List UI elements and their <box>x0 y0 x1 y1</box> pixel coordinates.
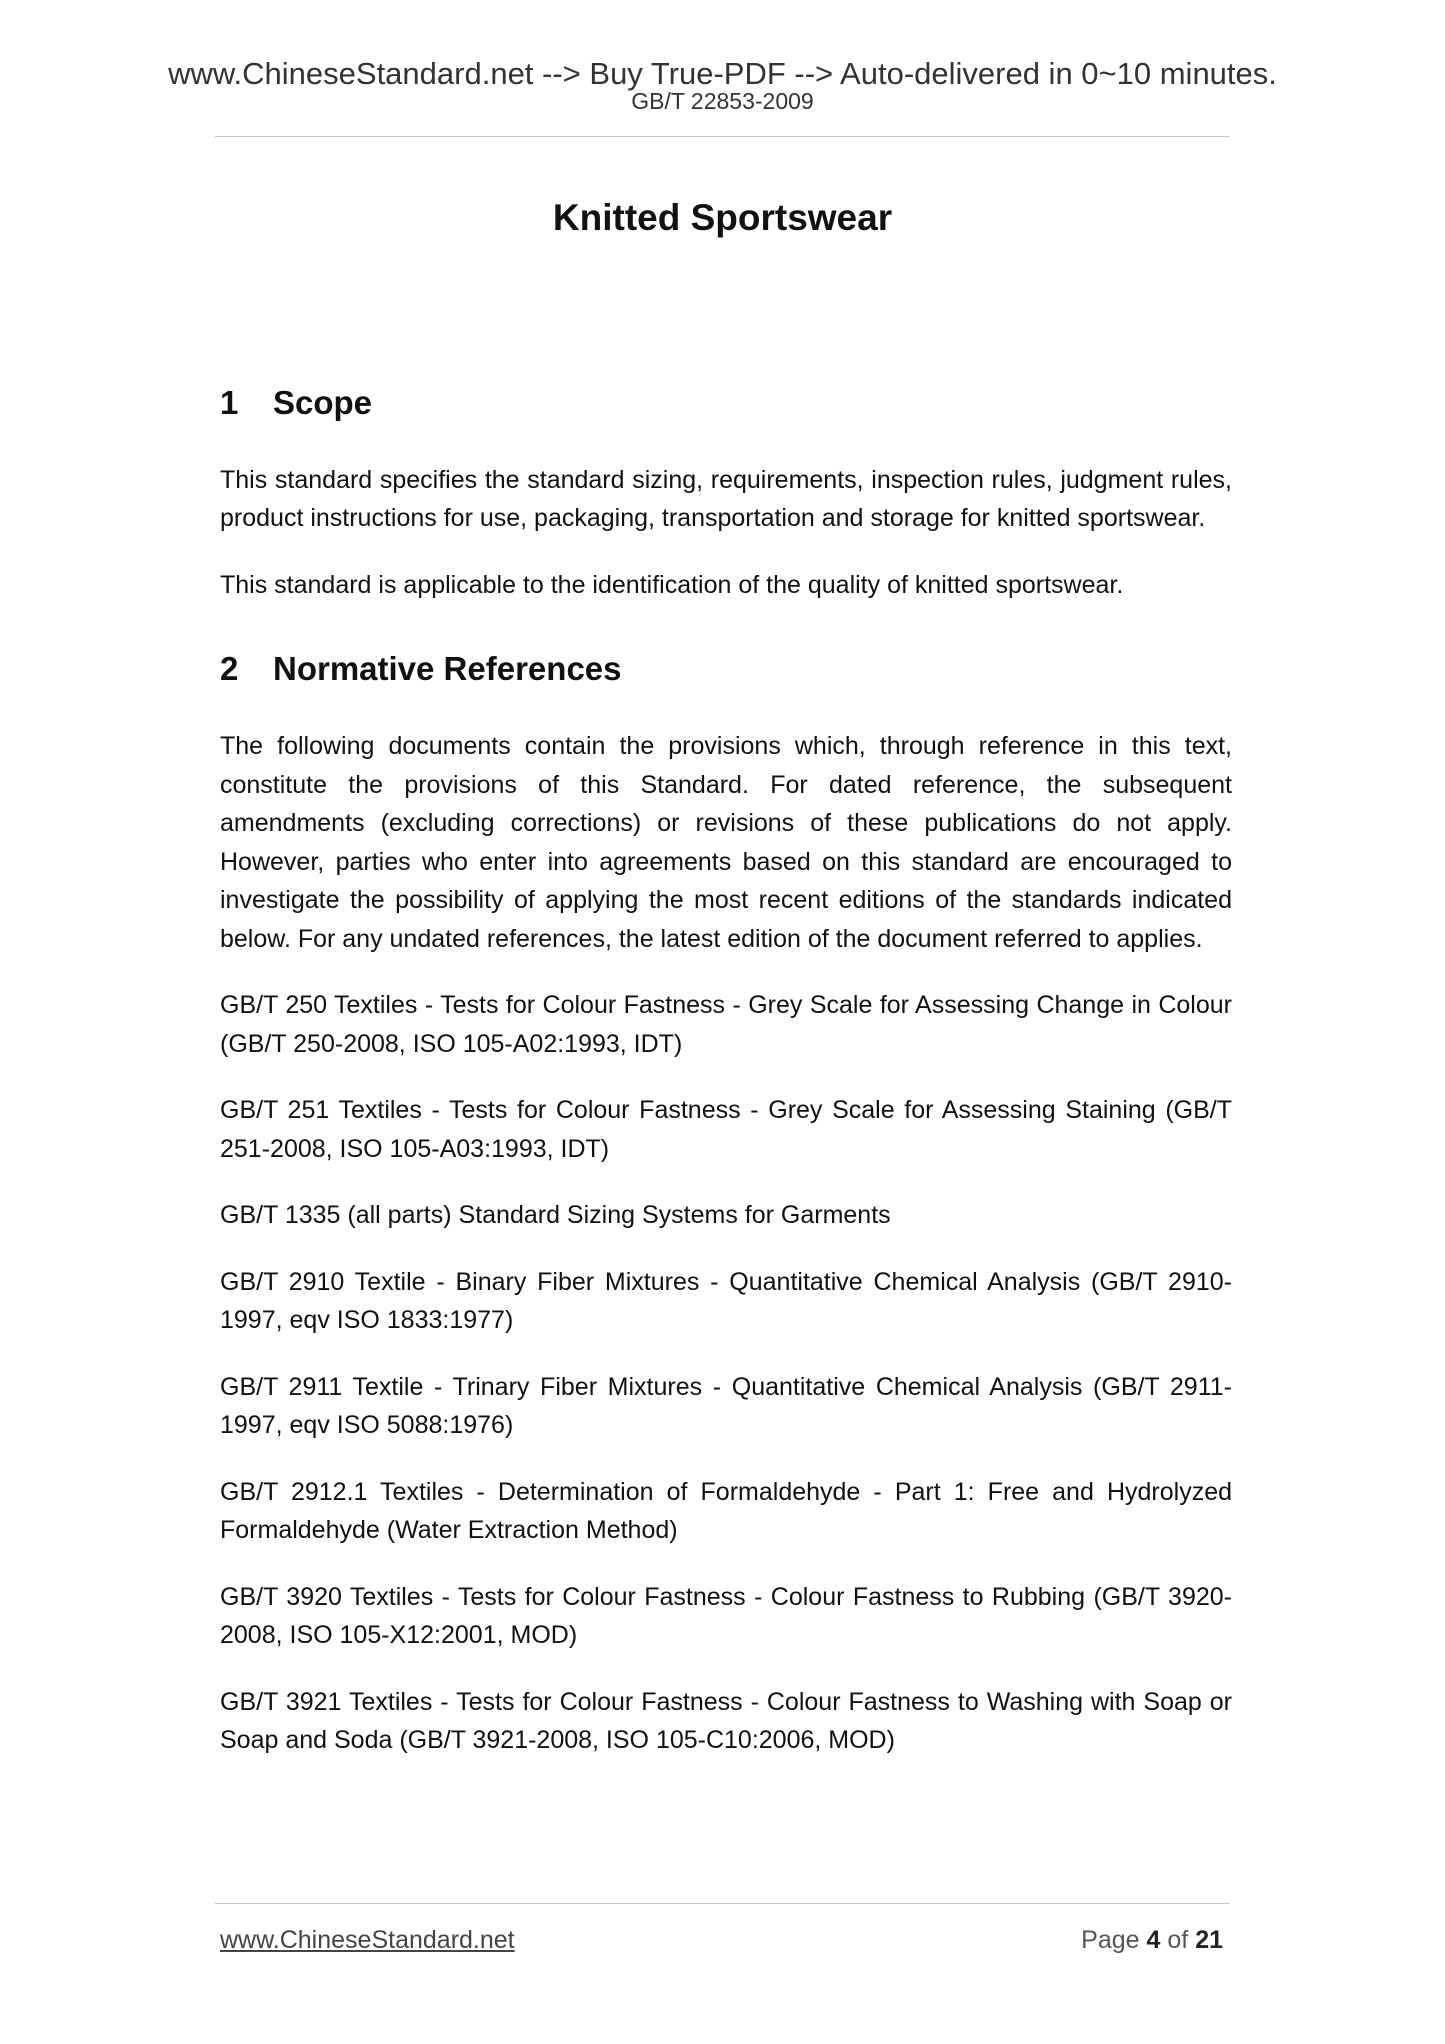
footer-divider <box>215 1903 1230 1904</box>
section-heading-scope <box>220 382 1232 425</box>
document-code: GB/T 22853-2009 <box>631 88 814 114</box>
current-page-number: 4 <box>1146 1926 1161 1954</box>
page-label: Page <box>1081 1926 1140 1954</box>
reference-item: GB/T 251 Textiles - Tests for Colour Fastness - Grey Scale for Assessing Staining (GB/T 251-2008, ISO 105-A03:1993, IDT) <box>220 1096 1232 1163</box>
header-banner: www.ChineseStandard.net --> Buy True-PDF --> Auto-delivered in 0~10 minutes. <box>168 56 1277 91</box>
scope-paragraph: This standard is applicable to the identification of the quality of knitted sportswear. <box>220 570 1124 599</box>
reference-item: GB/T 2912.1 Textiles - Determination of Formaldehyde - Part 1: Free and Hydrolyzed Formaldehyde (Water Extraction Method) <box>220 1477 1232 1545</box>
page-indicator <box>1081 1928 1223 1953</box>
reference-item: GB/T 3920 Textiles - Tests for Colour Fastness - Colour Fastness to Rubbing (GB/T 3920-2008, ISO 105-X12:2001, MOD) <box>220 1582 1232 1650</box>
reference-item: GB/T 3921 Textiles - Tests for Colour Fastness - Colour Fastness to Washing with Soap or Soap and Soda (GB/T 3921-2008, ISO 105-C10:2006, MOD) <box>220 1687 1232 1755</box>
scope-paragraph: This standard specifies the standard sizing, requirements, inspection rules, judgment rules, product instructions for use, packaging, transportation and storage for knitted sportswear. <box>220 465 1232 533</box>
page-of-label: of <box>1167 1926 1189 1954</box>
document-body <box>220 382 1232 1788</box>
reference-item: GB/T 1335 (all parts) Standard Sizing Systems for Garments <box>220 1201 891 1230</box>
total-pages-number: 21 <box>1195 1926 1223 1954</box>
section-title: Scope <box>273 384 373 421</box>
section-title: Normative References <box>273 650 622 688</box>
section-number: 2 <box>220 650 239 688</box>
section-heading-normative-references <box>220 648 1232 691</box>
reference-item: GB/T 250 Textiles - Tests for Colour Fastness - Grey Scale for Assessing Change in Colour (GB/T 250-2008, ISO 105-A02:1993, IDT) <box>220 991 1232 1058</box>
header-divider <box>215 136 1230 137</box>
reference-item: GB/T 2911 Textile - Trinary Fiber Mixtures - Quantitative Chemical Analysis (GB/T 2911-1997, eqv ISO 5088:1976) <box>220 1372 1232 1440</box>
document-title: Knitted Sportswear <box>552 197 893 238</box>
reference-item: GB/T 2910 Textile - Binary Fiber Mixtures - Quantitative Chemical Analysis (GB/T 2910-1997, eqv ISO 1833:1977) <box>220 1267 1232 1335</box>
footer-website-link[interactable]: www.ChineseStandard.net <box>220 1926 515 1954</box>
section-number: 1 <box>220 384 239 421</box>
references-intro: The following documents contain the provisions which, through reference in this text, constitute the provisions of this Standard. For dated reference, the subsequent amendments (excluding corrections) or revisions of these publications do not apply. However, parties who enter into agreements based on this standard are encouraged to investigate the possibility of applying the most recent editions of the standards indicated below. For any undated references, the latest edition of the document referred to applies. <box>220 732 1232 953</box>
